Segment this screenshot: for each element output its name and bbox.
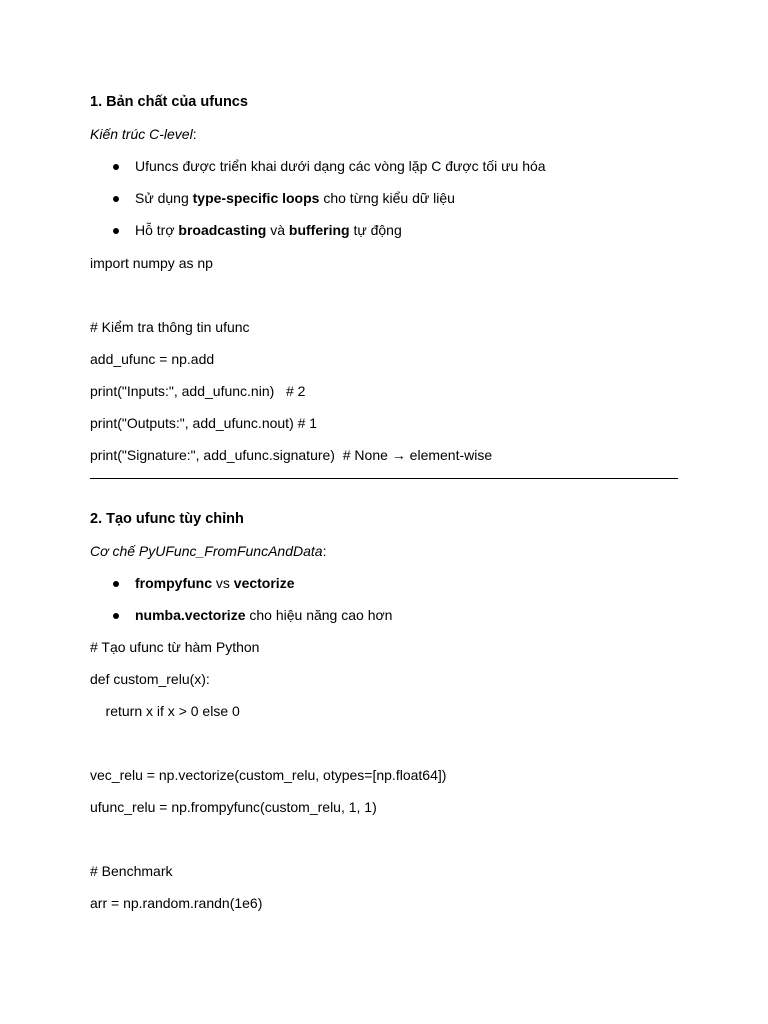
section-1-subheading bbox=[90, 125, 197, 143]
section-1-bullet-1 bbox=[135, 157, 546, 175]
bullet-icon bbox=[113, 228, 119, 234]
section-2-bullet-2 bbox=[135, 606, 392, 624]
bullet-bold-text: buffering bbox=[288, 222, 350, 238]
section-2-bullet-1 bbox=[135, 574, 294, 592]
code-line: print("Outputs:", add_ufunc.nout) # 1 bbox=[90, 415, 318, 431]
section-1-bullet-2 bbox=[135, 189, 455, 207]
section-1-subheading-text: Kiến trúc C-level bbox=[90, 126, 193, 142]
bullet-text: cho từng kiểu dữ liệu bbox=[319, 190, 455, 206]
bullet-bold-text: vectorize bbox=[233, 575, 295, 591]
code-line: print("Inputs:", add_ufunc.nin) # 2 bbox=[90, 383, 306, 399]
section-2-subheading-text: Cơ chế PyUFunc_FromFuncAndData bbox=[90, 543, 323, 559]
code-line: # Benchmark bbox=[90, 863, 173, 879]
section-1-subheading-colon: : bbox=[192, 126, 197, 142]
horizontal-divider bbox=[90, 478, 678, 479]
section-1-heading: 1. Bản chất của ufuncs bbox=[90, 94, 248, 110]
bullet-text: Hỗ trợ bbox=[135, 222, 179, 238]
bullet-text: vs bbox=[212, 575, 234, 591]
bullet-bold-text: broadcasting bbox=[178, 222, 267, 238]
section-2-subheading bbox=[90, 542, 326, 560]
bullet-text: Sử dụng bbox=[135, 190, 193, 206]
bullet-text: tự động bbox=[349, 222, 402, 238]
code-line: import numpy as np bbox=[90, 255, 213, 271]
bullet-bold-text: frompyfunc bbox=[135, 575, 212, 591]
code-line: print("Signature:", add_ufunc.signature) # None → element-wise bbox=[90, 447, 493, 463]
bullet-icon bbox=[113, 581, 119, 587]
code-line: # Tạo ufunc từ hàm Python bbox=[90, 639, 260, 655]
bullet-text: Ufuncs được triển khai dưới dạng các vòng lặp C được tối ưu hóa bbox=[135, 158, 546, 174]
code-line: # Kiểm tra thông tin ufunc bbox=[90, 319, 250, 335]
section-2-heading: 2. Tạo ufunc tùy chỉnh bbox=[90, 511, 244, 527]
section-1-bullet-3 bbox=[135, 221, 402, 239]
bullet-bold-text: type-specific loops bbox=[192, 190, 320, 206]
bullet-bold-text: numba.vectorize bbox=[135, 607, 246, 623]
code-line: return x if x > 0 else 0 bbox=[90, 703, 240, 719]
bullet-text: cho hiệu năng cao hơn bbox=[245, 607, 393, 623]
bullet-icon bbox=[113, 196, 119, 202]
bullet-icon bbox=[113, 164, 119, 170]
code-line: vec_relu = np.vectorize(custom_relu, otypes=[np.float64]) bbox=[90, 767, 447, 783]
section-2-subheading-colon: : bbox=[322, 543, 327, 559]
bullet-text: và bbox=[266, 222, 289, 238]
code-line: ufunc_relu = np.frompyfunc(custom_relu, 1, 1) bbox=[90, 799, 377, 815]
bullet-icon bbox=[113, 613, 119, 619]
code-line: def custom_relu(x): bbox=[90, 671, 210, 687]
code-line: arr = np.random.randn(1e6) bbox=[90, 895, 263, 911]
code-line: add_ufunc = np.add bbox=[90, 351, 215, 367]
